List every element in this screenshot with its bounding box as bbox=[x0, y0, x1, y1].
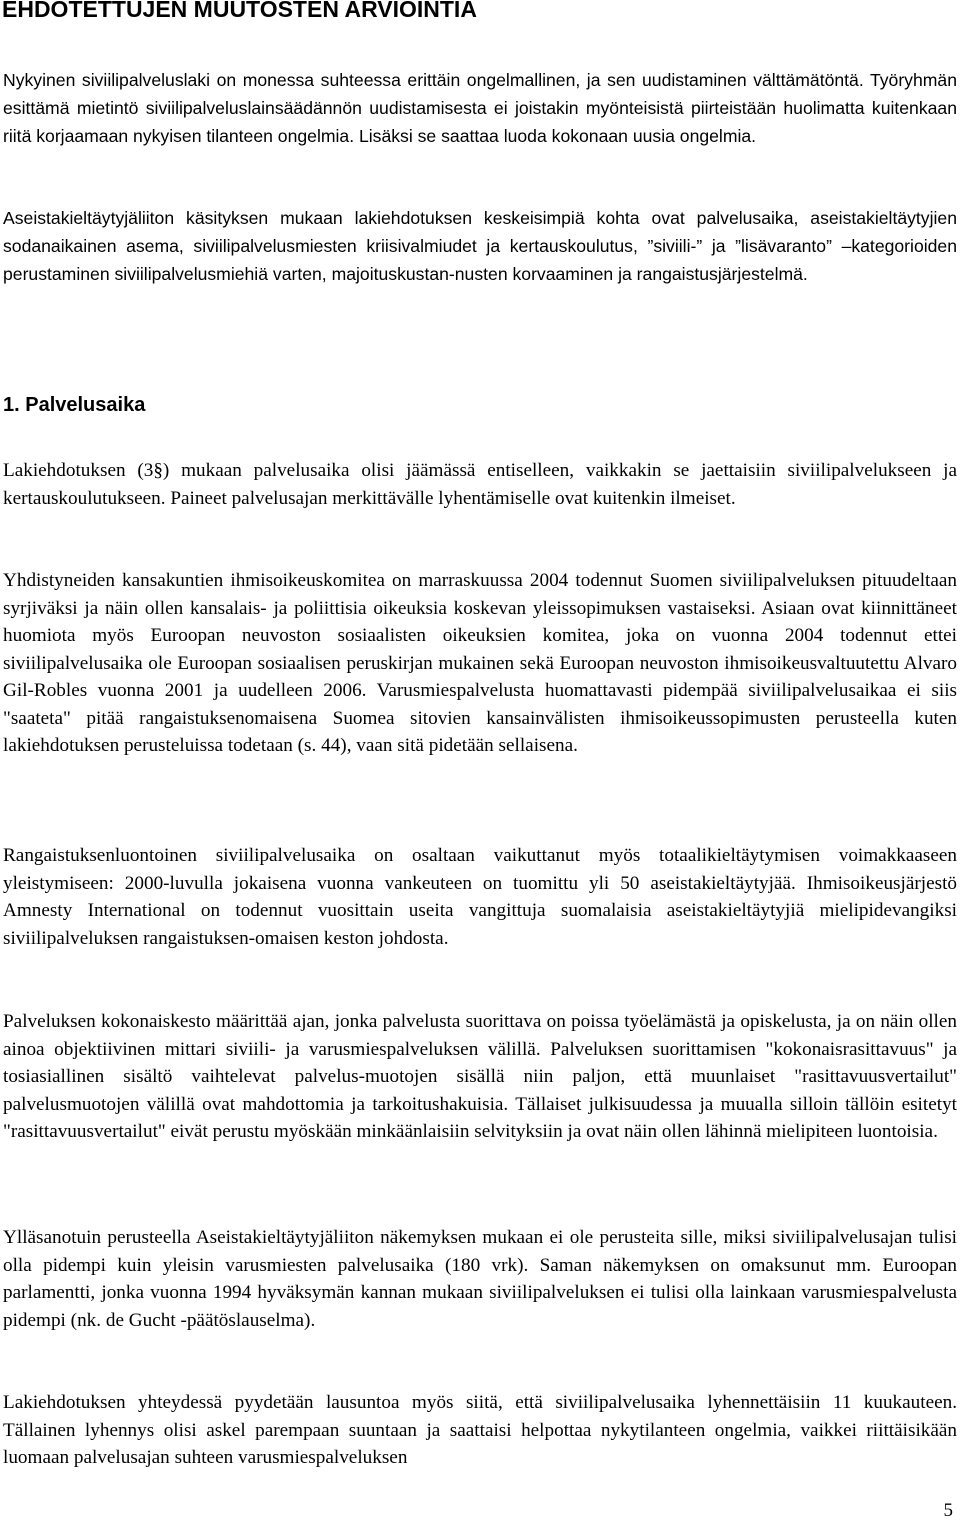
page-number: 5 bbox=[943, 1500, 953, 1521]
document-heading: EHDOTETTUJEN MUUTOSTEN ARVIOINTIA bbox=[2, 0, 477, 22]
body-paragraph-2: Yhdistyneiden kansakuntien ihmisoikeuskomitea on marraskuussa 2004 todennut Suomen siviilipalveluksen pituudeltaan syrjiväksi ja näin ollen kansalais- ja poliittisia oikeuksia koskevan yleissopimuksen vastaiseksi. Asiaan ovat kiinnittäneet huomiota myös Euroopan neuvoston sosiaalisten oikeuksien komitea, joka on vuonna 2004 todennut ettei siviilipalvelusaika ole Euroopan sosiaalisen peruskirjan mukainen sekä Euroopan neuvoston ihmisoikeusvaltuutettu Alvaro Gil-Robles vuonna 2001 ja uudelleen 2006. Varusmiespalvelusta huomattavasti pidempää siviilipalvelusaikaa ei siis "saateta" pitää rangaistuksenomaisena Suomea sitovien kansainvälisten ihmisoikeussopimusten perusteella kuten lakiehdotuksen perusteluissa todetaan (s. 44), vaan sitä pidetään sellaisena. bbox=[3, 570, 957, 756]
intro-paragraph-2: Aseistakieltäytyjäliiton käsityksen mukaan lakiehdotuksen keskeisimpiä kohta ovat palvelusaika, aseistakieltäytyjien sodanaikainen asema, siviilipalvelusmiesten kriisivalmiudet ja kertauskoulutus, ”siviili-” ja ”lisävaranto” –kategorioiden perustaminen siviilipalvelusmiehiä varten, majoituskustan-nusten korvaaminen ja rangaistusjärjestelmä. bbox=[3, 208, 957, 284]
body-paragraph-6: Lakiehdotuksen yhteydessä pyydetään lausuntoa myös siitä, että siviilipalvelusaika lyhennettäisiin 11 kuukauteen. Tällainen lyhennys olisi askel parempaan suuntaan ja saattaisi helpottaa nykytilanteen ongelmia, vaikkei riittäisikään luomaan palvelusajan suhteen varusmiespalveluksen bbox=[3, 1392, 957, 1468]
body-paragraph-3: Rangaistuksenluontoinen siviilipalvelusaika on osaltaan vaikuttanut myös totaalikieltäytymisen voimakkaaseen yleistymiseen: 2000-luvulla jokaisena vuonna vankeuteen on tuomittu yli 50 aseistakieltäytyjää. Ihmisoikeusjärjestö Amnesty International on todennut vuosittain useita vangittuja suomalaisia aseistakieltäytyjiä mielipidevangiksi siviilipalveluksen rangaistuksen-omaisen keston johdosta. bbox=[3, 845, 957, 949]
section-heading: 1. Palvelusaika bbox=[3, 394, 146, 416]
body-paragraph-4: Palveluksen kokonaiskesto määrittää ajan, jonka palvelusta suorittava on poissa työelämästä ja opiskelusta, ja on näin ollen ainoa objektiivinen mittari siviili- ja varusmiespalveluksen välillä. Palveluksen suorittamisen "kokonaisrasittavuus" ja tosiasiallinen sisältö vaihtelevat palvelus-muotojen sisällä niin paljon, että muunlaiset "rasittavuusvertailut" palvelusmuotojen välillä ovat mahdottomia ja tarkoitushakuisia. Tällaiset julkisuudessa ja muualla silloin tällöin esitetyt "rasittavuusvertailut" eivät perustu myöskään minkäänlaisiin selvityksiin ja ovat näin ollen lähinnä mielipiteen luontoisia. bbox=[3, 1011, 957, 1142]
intro-paragraph-1: Nykyinen siviilipalveluslaki on monessa suhteessa erittäin ongelmallinen, ja sen uudistaminen välttämätöntä. Työryhmän esittämä mietintö siviilipalveluslainsäädännön uudistamisesta ei joistakin myönteisistä piirteistään huolimatta kuitenkaan riitä korjaamaan nykyisen tilanteen ongelmia. Lisäksi se saattaa luoda kokonaan uusia ongelmia. bbox=[3, 70, 957, 146]
body-paragraph-1: Lakiehdotuksen (3§) mukaan palvelusaika olisi jäämässä entiselleen, vaikkakin se jaettaisiin siviilipalvelukseen ja kertauskoulutukseen. Paineet palvelusajan merkittävälle lyhentämiselle ovat kuitenkin ilmeiset. bbox=[3, 460, 957, 509]
body-paragraph-5: Ylläsanotuin perusteella Aseistakieltäytyjäliiton näkemyksen mukaan ei ole perusteita sille, miksi siviilipalvelusajan tulisi olla pidempi kuin yleisin varusmiesten palvelusaika (180 vrk). Saman näkemyksen on omaksunut mm. Euroopan parlamentti, jonka vuonna 1994 hyväksymän kannan mukaan siviilipalveluksen ei tulisi olla lainkaan varusmiespalvelusta pidempi (nk. de Gucht -päätöslauselma). bbox=[3, 1227, 957, 1331]
